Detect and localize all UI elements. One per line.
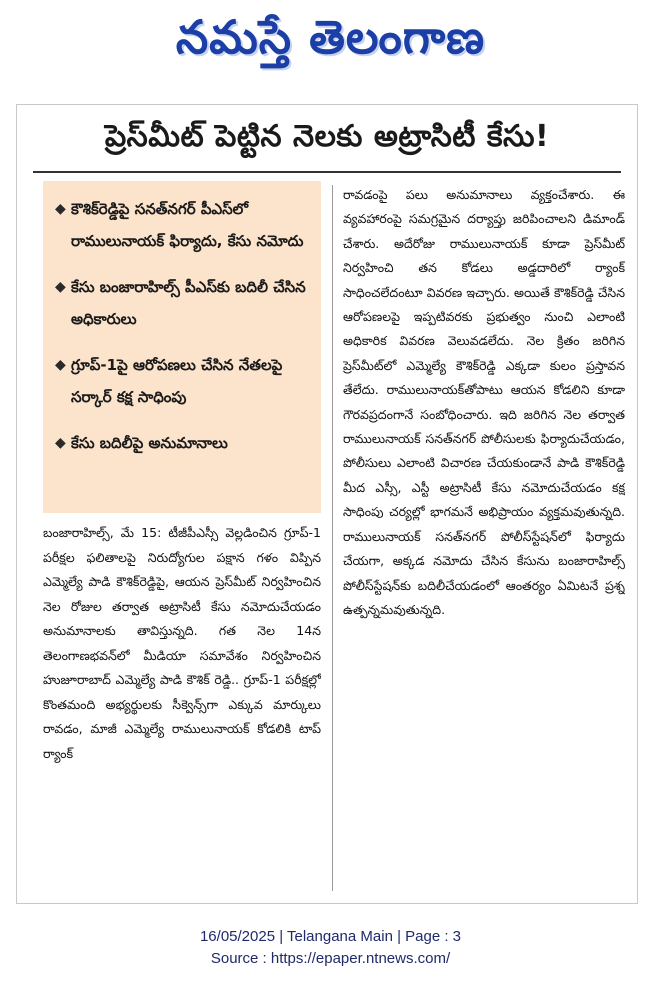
article-headline: ప్రెస్‌మీట్ పెట్టిన నెలకు అట్రాసిటీ కేసు! xyxy=(104,119,550,154)
highlights-box xyxy=(43,181,321,513)
edition-info: 16/05/2025 | Telangana Main | Page : 3 xyxy=(199,928,462,945)
highlight-text: కేసు బదిలీపై అనుమానాలు xyxy=(71,434,228,452)
highlight-text: గ్రూప్-1పై ఆరోపణలు చేసిన నేతలపై సర్కార్ కక్ష సాధింపు xyxy=(71,356,283,406)
highlight-item xyxy=(55,427,311,459)
masthead-title: నమస్తే తెలంగాణ xyxy=(175,10,486,64)
highlight-text: కేసు బంజారాహిల్స్ పీఎస్‌కు బదిలీ చేసిన అధికారులు xyxy=(71,278,306,328)
highlight-item xyxy=(55,349,311,413)
page-footer xyxy=(0,926,661,970)
bullet-icon: ◆ xyxy=(55,435,66,451)
source-link[interactable]: Source : https://epaper.ntnews.com/ xyxy=(210,950,451,967)
bullet-icon: ◆ xyxy=(55,357,66,373)
headline-divider xyxy=(33,171,621,173)
bullet-icon: ◆ xyxy=(55,201,66,217)
highlight-text: కౌశిక్‌రెడ్డిపై సనత్‌నగర్ పీఎస్‌లో రాములునాయక్ ఫిర్యాదు, కేసు నమోదు xyxy=(71,200,304,250)
article-body-right-column: రావడంపై పలు అనుమానాలు వ్యక్తంచేశారు. ఈ వ్యవహారంపై సమగ్రమైన దర్యాప్తు జరిపించాలని డిమాండ్ చేశారు. అదేరోజు రాములునాయక్ కూడా ప్రెస్‌మీట్ నిర్వహించి తన కోడలు అడ్డదారిలో ర్యాంక్ సాధించలేదంటూ వివరణ ఇచ్చారు. అయితే కౌశిక్‌రెడ్డి చేసిన ఆరోపణలపై ఇప్పటివరకు ప్రభుత్వం నుంచి ఎలాంటి అధికారిక వివరణ వెలువడలేదు. నెల క్రితం జరిగిన ప్రెస్‌మీట్‌లో ఎమ్మెల్యే కౌశిక్‌రెడ్డి ఎక్కడా కులం ప్రస్తావన తేలేదు. రాములునాయక్‌తోపాటు ఆయన కోడలిని కూడా గౌరవప్రదంగానే సంబోధించారు. ఇది జరిగిన నెల తర్వాత రాములునాయక్ సనత్‌నగర్ పోలీసులకు ఫిర్యాదుచేయడం, పోలీసులు ఎలాంటి విచారణ చేయకుండానే పాడి కౌశిక్‌రెడ్డి మీద ఎస్సీ, ఎస్టీ అట్రాసిటీ కేసు నమోదుచేయడం కక్ష సాధింపు చర్యల్లో భాగమనే అభిప్రాయం వ్యక్తమవుతున్నది. రాములునాయక్ సనత్‌నగర్ పోలీస్‌స్టేషన్‌లో ఫిర్యాదు చేయగా, అక్కడ నమోదు చేసిన కేసును బంజారాహిల్స్ పోలీస్‌స్టేషన్‌కు బదిలీచేయడంలో ఆంతర్యం ఏమిటనే ప్రశ్న ఉత్పన్నమవుతున్నది. xyxy=(343,187,625,617)
highlight-item xyxy=(55,193,311,257)
masthead-logo xyxy=(0,4,661,82)
bullet-icon: ◆ xyxy=(55,279,66,295)
highlight-item xyxy=(55,271,311,335)
article-body-left-column: బంజారాహిల్స్, మే 15: టీజీపీఎస్సీ వెల్లడించిన గ్రూప్-1 పరీక్షల ఫలితాలపై నిరుద్యోగుల పక్షాన గళం విప్పిన ఎమ్మెల్యే పాడి కౌశిక్‌రెడ్డిపై, ఆయన ప్రెస్‌మీట్ నిర్వహించిన నెల రోజుల తర్వాత అట్రాసిటీ కేసు నమోదుచేయడం అనుమానాలకు తావిస్తున్నది. గత నెల 14న తెలంగాణభవన్‌లో మీడియా సమావేశం నిర్వహించిన హుజూరాబాద్ ఎమ్మెల్యే పాడి కౌశిక్ రెడ్డి.. గ్రూప్-1 పరీక్షల్లో కొంతమంది అభ్యర్థులకు సీక్వెన్స్‌గా ఎక్కువ మార్కులు రావడం, మాజీ ఎమ్మెల్యే రాములునాయక్ కోడలికి టాప్ ర్యాంక్ xyxy=(43,525,321,761)
news-clipping xyxy=(16,104,638,904)
column-divider xyxy=(332,185,333,891)
